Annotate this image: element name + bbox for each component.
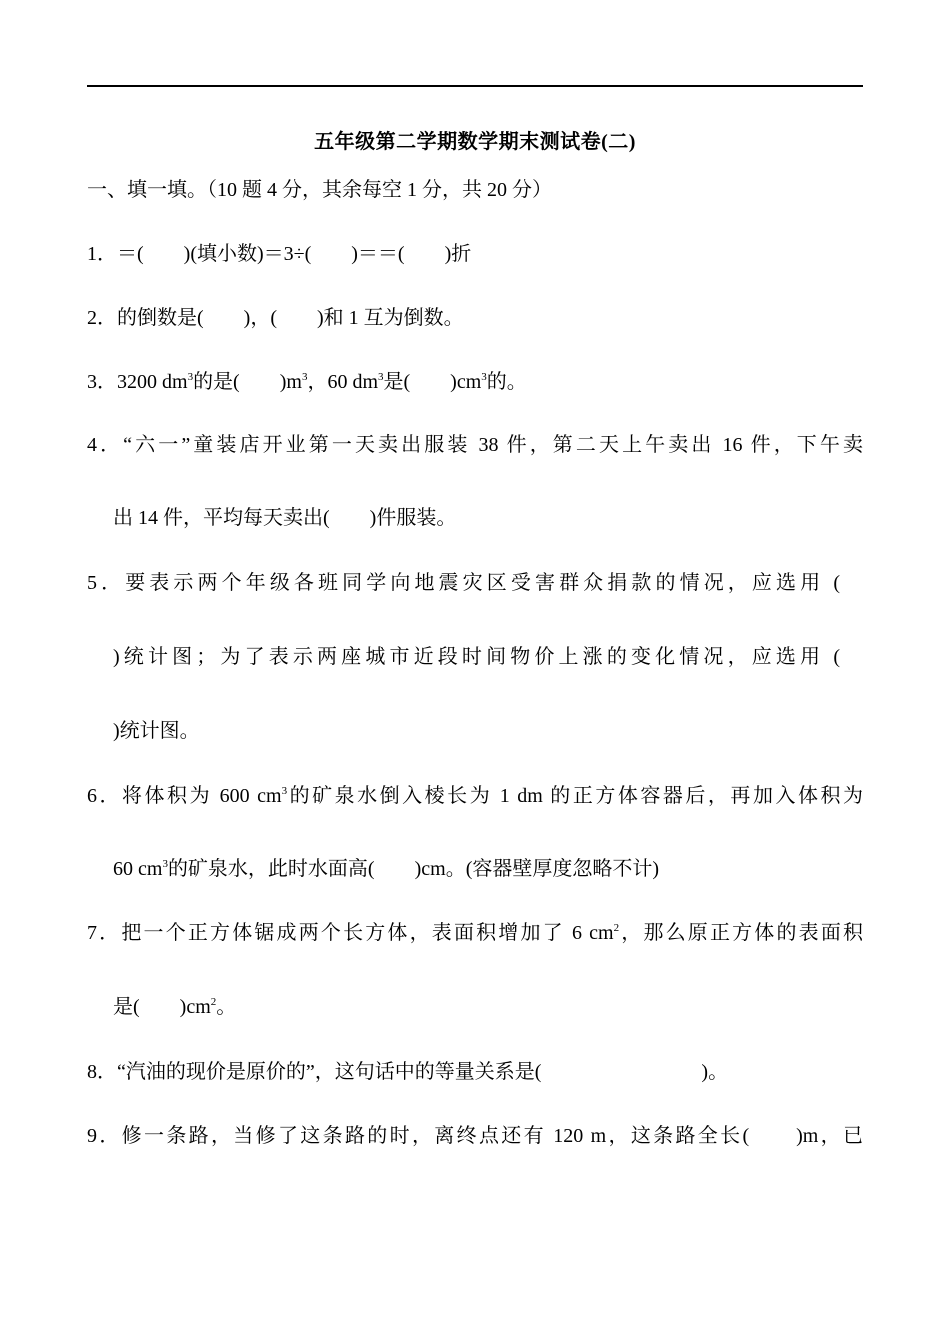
question-6-text: 60 cm <box>113 858 163 880</box>
question-6-text: 6．将体积为 600 cm <box>87 785 282 807</box>
question-7-text: 。 <box>216 996 237 1018</box>
question-4-line-1: 4．“六一”童装店开业第一天卖出服装 38 件，第二天上午卖出 16 件，下午卖 <box>87 434 863 456</box>
question-5-line-2: )统计图；为了表示两座城市近段时间物价上涨的变化情况，应选用 ( <box>113 646 840 668</box>
question-7-text: 是( )cm <box>113 996 211 1018</box>
question-8: 8．“汽油的现价是原价的”，这句话中的等量关系是( )。 <box>87 1061 729 1083</box>
exponent: 3 <box>281 785 288 797</box>
question-6-line-1 <box>87 782 863 810</box>
question-1: 1．＝( )(填小数)＝3÷( )＝＝( )折 <box>87 243 472 265</box>
question-5-line-1: 5．要表示两个年级各班同学向地震灾区受害群众捐款的情况，应选用 ( <box>87 572 840 594</box>
exponent: 2 <box>210 996 217 1008</box>
question-7-text: ，那么原正方体的表面积 <box>619 922 863 944</box>
question-3-text: 3．3200 dm <box>87 371 188 393</box>
exponent: 3 <box>301 371 308 383</box>
question-6-text: 的矿泉水，此时水面高( )cm。(容器壁厚度忽略不计) <box>167 858 660 880</box>
question-5-line-3: )统计图。 <box>113 720 200 742</box>
question-3-text: 的是( )m <box>193 371 302 393</box>
question-7-text: 7．把一个正方体锯成两个长方体，表面积增加了 6 cm <box>87 922 614 944</box>
exponent: 3 <box>481 371 487 383</box>
question-3 <box>87 368 527 396</box>
question-3-text: 的。 <box>486 371 527 393</box>
top-divider <box>87 85 863 87</box>
exponent: 3 <box>187 371 194 383</box>
question-7-line-2 <box>113 993 236 1021</box>
exponent: 2 <box>613 922 620 934</box>
question-3-text: ，60 dm <box>307 371 379 393</box>
question-9-line-1: 9．修一条路，当修了这条路的时，离终点还有 120 m，这条路全长( )m，已 <box>87 1125 863 1147</box>
question-4-line-2: 出 14 件，平均每天卖出( )件服装。 <box>113 507 457 529</box>
page-title: 五年级第二学期数学期末测试卷(二) <box>314 131 636 153</box>
question-2: 2．的倒数是( )，( )和 1 互为倒数。 <box>87 307 464 329</box>
question-7-line-1 <box>87 919 863 947</box>
exponent: 3 <box>378 371 384 383</box>
question-3-text: 是( )cm <box>383 371 482 393</box>
section-heading: 一、填一填。（10 题 4 分，其余每空 1 分，共 20 分） <box>87 179 552 201</box>
question-6-line-2 <box>113 855 659 883</box>
exponent: 3 <box>162 858 168 870</box>
question-6-text: 的矿泉水倒入棱长为 1 dm 的正方体容器后，再加入体积为 <box>287 785 864 807</box>
